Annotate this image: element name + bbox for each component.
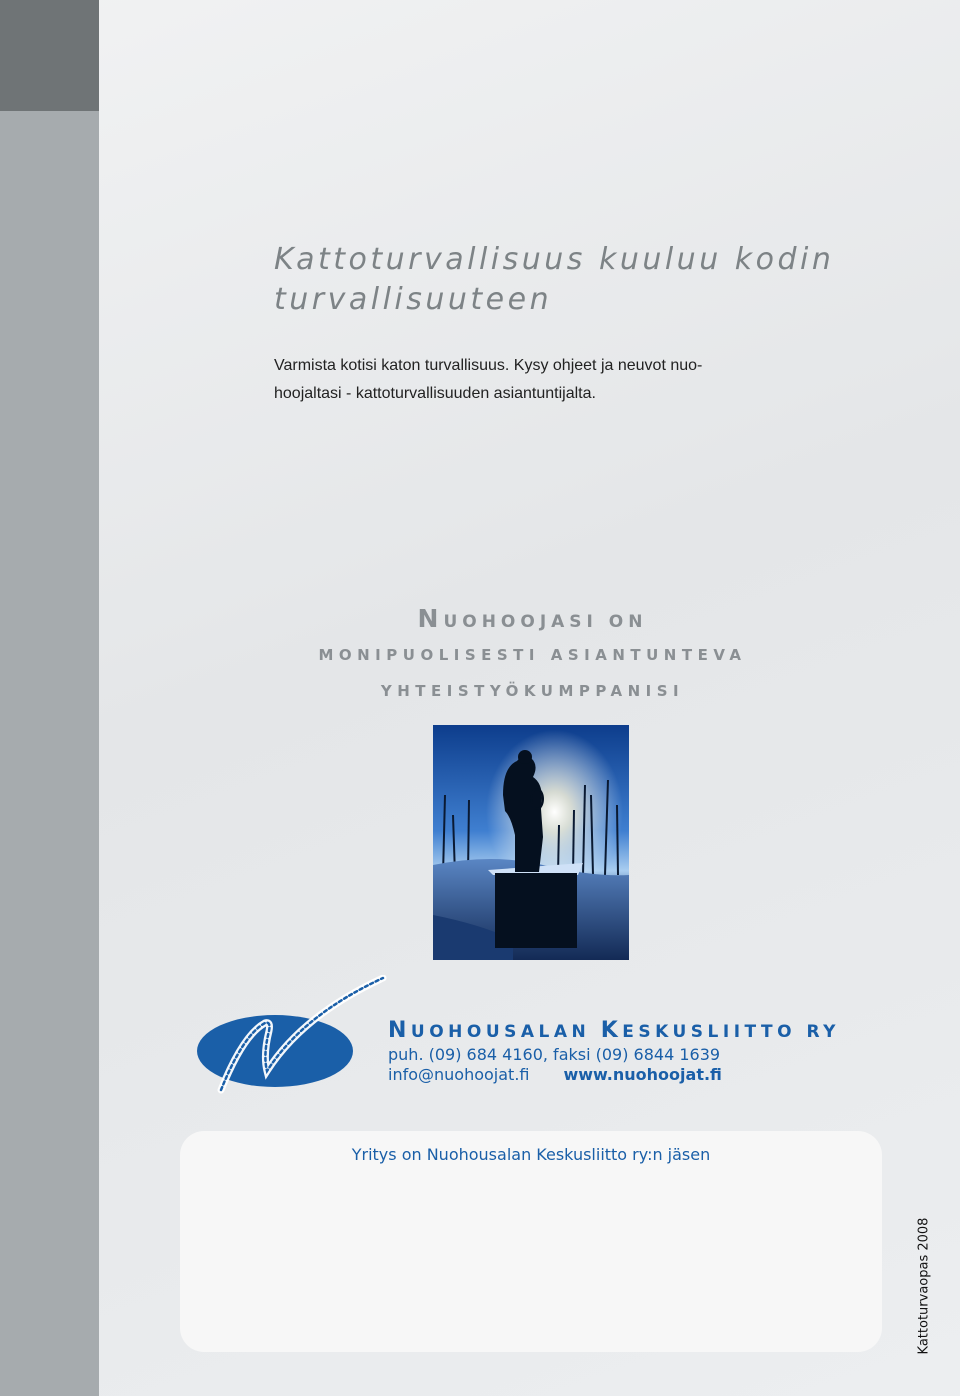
member-text: Yritys on Nuohousalan Keskusliitto ry:n jäsen bbox=[351, 1145, 711, 1164]
org-name-initial-1: N bbox=[388, 1018, 411, 1043]
slogan-line-1 bbox=[240, 604, 825, 637]
side-strip-top-block bbox=[0, 0, 99, 111]
website-link[interactable]: www.nuohoojat.fi bbox=[563, 1065, 722, 1084]
contact-line bbox=[388, 1065, 858, 1085]
intro-line-2: hoojaltasi - kattoturvallisuuden asiantuntijalta. bbox=[274, 385, 596, 402]
email-link[interactable]: info@nuohoojat.fi bbox=[388, 1065, 530, 1084]
slogan-line-1-rest: UOHOOJASI ON bbox=[443, 612, 648, 632]
org-name-rest-1: UOHOUSALAN bbox=[410, 1022, 601, 1042]
intro-text bbox=[274, 352, 794, 408]
nuohousalan-logo bbox=[193, 975, 388, 1100]
side-strip bbox=[0, 0, 99, 1396]
slogan-line-3: YHTEISTYÖKUMPPANISI bbox=[380, 682, 685, 700]
headline-line-2: turvallisuuteen bbox=[274, 282, 553, 317]
organization-name bbox=[388, 1018, 858, 1045]
slogan-line-2: MONIPUOLISESTI ASIANTUNTEVA bbox=[318, 646, 747, 664]
org-name-initial-2: K bbox=[600, 1018, 623, 1043]
chimney-sweep-photo bbox=[433, 725, 629, 960]
intro-line-1: Varmista kotisi katon turvallisuus. Kysy ohjeet ja neuvot nuo- bbox=[274, 357, 703, 374]
phone-line: puh. (09) 684 4160, faksi (09) 6844 1639 bbox=[388, 1045, 721, 1064]
headline-line-1: Kattoturvallisuus kuuluu kodin bbox=[274, 242, 835, 277]
slogan-initial: N bbox=[417, 604, 444, 633]
organization-info bbox=[388, 1018, 858, 1085]
footer-vertical-text: Kattoturvaopas 2008 bbox=[916, 1217, 932, 1355]
footer-vertical bbox=[912, 1216, 936, 1356]
member-stamp-box bbox=[180, 1131, 882, 1352]
slogan bbox=[240, 604, 825, 709]
org-name-rest-2: ESKUSLIITTO RY bbox=[622, 1022, 840, 1042]
headline bbox=[274, 240, 874, 320]
